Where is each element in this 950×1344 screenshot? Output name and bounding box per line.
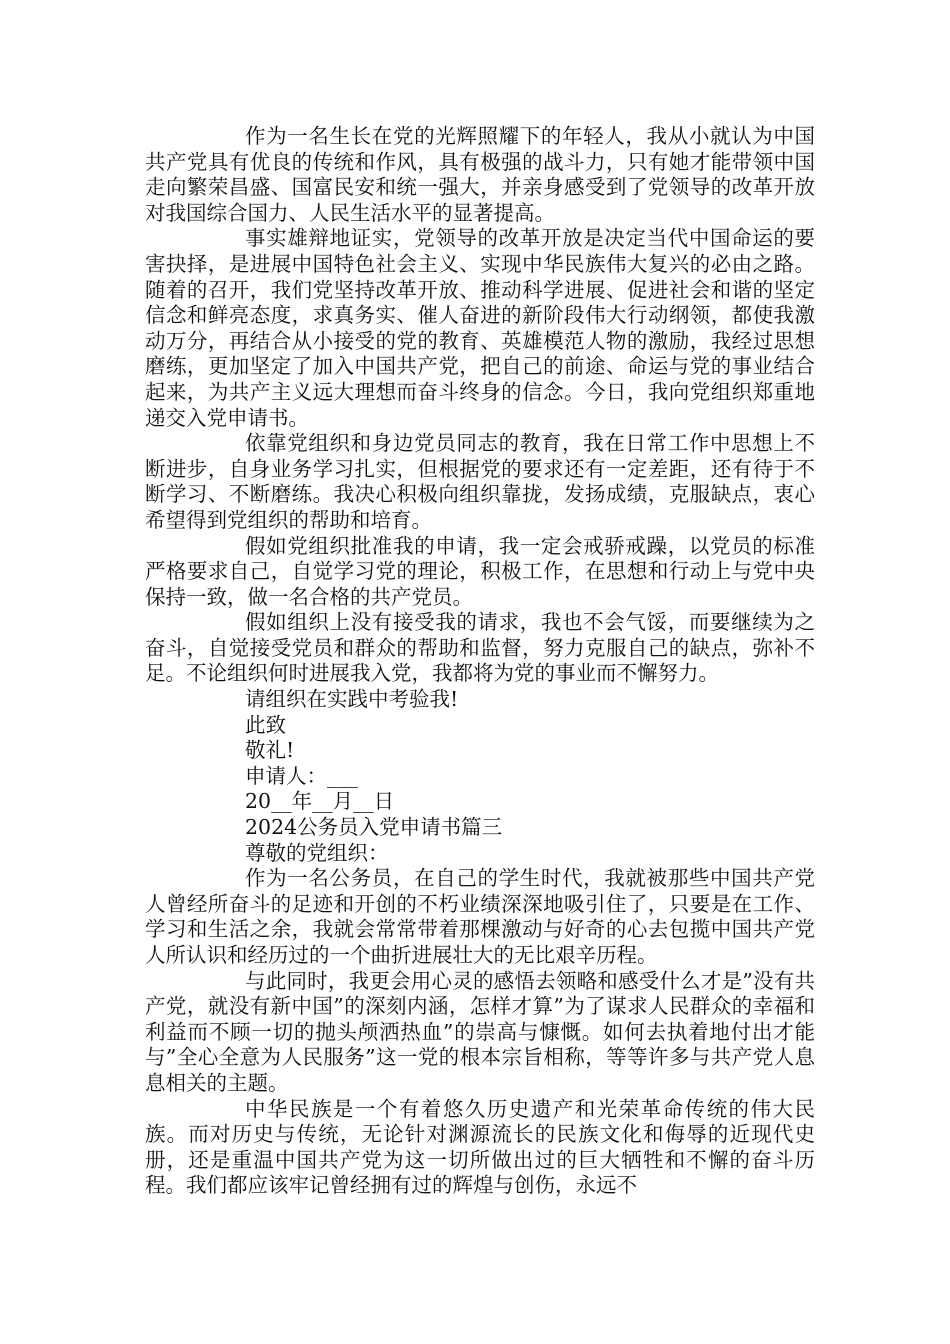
date-line: 20__年__月__日 bbox=[245, 789, 395, 814]
applicant-line: 申请人：___ bbox=[245, 763, 358, 788]
body-paragraph: 假如党组织批准我的申请，我一定会戒骄戒躁，以党员的标准严格要求自己，自觉学习党的理论，积极工作，在思想和行动上与党中央保持一致，做一名合格的共产党员。 bbox=[145, 533, 815, 609]
closing-jingli: 敬礼! bbox=[245, 738, 295, 763]
document-page bbox=[145, 124, 815, 1199]
body-paragraph: 假如组织上没有接受我的请求，我也不会气馁，而要继续为之奋斗，自觉接受党员和群众的帮助和监督，努力克服自己的缺点，弥补不足。不论组织何时进展我入党，我都将为党的事业而不懈努力。 bbox=[145, 610, 815, 686]
body-paragraph: 中华民族是一个有着悠久历史遗产和光荣革命传统的伟大民族。而对历史与传统，无论针对渊源流长的民族文化和侮辱的近现代史册，还是重温中国共产党为这一切所做出过的巨大牺牲和不懈的奋斗历程。我们都应该牢记曾经拥有过的辉煌与创伤，永远不 bbox=[145, 1096, 815, 1198]
body-paragraph: 事实雄辩地证实，党领导的改革开放是决定当代中国命运的要害抉择，是进展中国特色社会主义、实现中华民族伟大复兴的必由之路。随着的召开，我们党坚持改革开放、推动科学进展、促进社会和谐的坚定信念和鲜亮态度，求真务实、催人奋进的新阶段伟大行动纲领，都使我激动万分，再结合从小接受的党的教育、英雄模范人物的激励，我经过思想磨练，更加坚定了加入中国共产党，把自己的前途、命运与党的事业结合起来，为共产主义远大理想而奋斗终身的信念。今日，我向党组织郑重地递交入党申请书。 bbox=[145, 226, 815, 430]
closing-cizhi: 此致 bbox=[245, 712, 286, 737]
section-title: 2024公务员入党申请书篇三 bbox=[245, 815, 503, 840]
body-paragraph: 作为一名公务员，在自己的学生时代，我就被那些中国共产党人曾经所奋斗的足迹和开创的不朽业绩深深地吸引住了，只要是在工作、学习和生活之余，我就会常常带着那棵激动与好奇的心去包揽中国共产党人所认识和经历过的一个曲折进展壮大的无比艰辛历程。 bbox=[145, 866, 815, 967]
salutation: 尊敬的党组织： bbox=[245, 840, 389, 865]
body-paragraph: 与此同时，我更会用心灵的感悟去领略和感受什么才是”没有共产党，就没有新中国”的深刻内涵，怎样才算”为了谋求人民群众的幸福和利益而不顾一切的抛头颅洒热血”的崇高与慷慨。如何去执着地付出才能与”全心全意为人民服务”这一党的根本宗旨相称，等等许多与共产党人息息相关的主题。 bbox=[145, 968, 815, 1095]
body-paragraph: 作为一名生长在党的光辉照耀下的年轻人，我从小就认为中国共产党具有优良的传统和作风，具有极强的战斗力，只有她才能带领中国走向繁荣昌盛、国富民安和统一强大，并亲身感受到了党领导的改革开放对我国综合国力、人民生活水平的显著提高。 bbox=[145, 124, 815, 225]
closing-request: 请组织在实践中考验我! bbox=[245, 687, 459, 712]
body-paragraph: 依靠党组织和身边党员同志的教育，我在日常工作中思想上不断进步，自身业务学习扎实，但根据党的要求还有一定差距，还有待于不断学习、不断磨练。我决心积极向组织靠拢，发扬成绩，克服缺点，衷心希望得到党组织的帮助和培育。 bbox=[145, 431, 815, 532]
